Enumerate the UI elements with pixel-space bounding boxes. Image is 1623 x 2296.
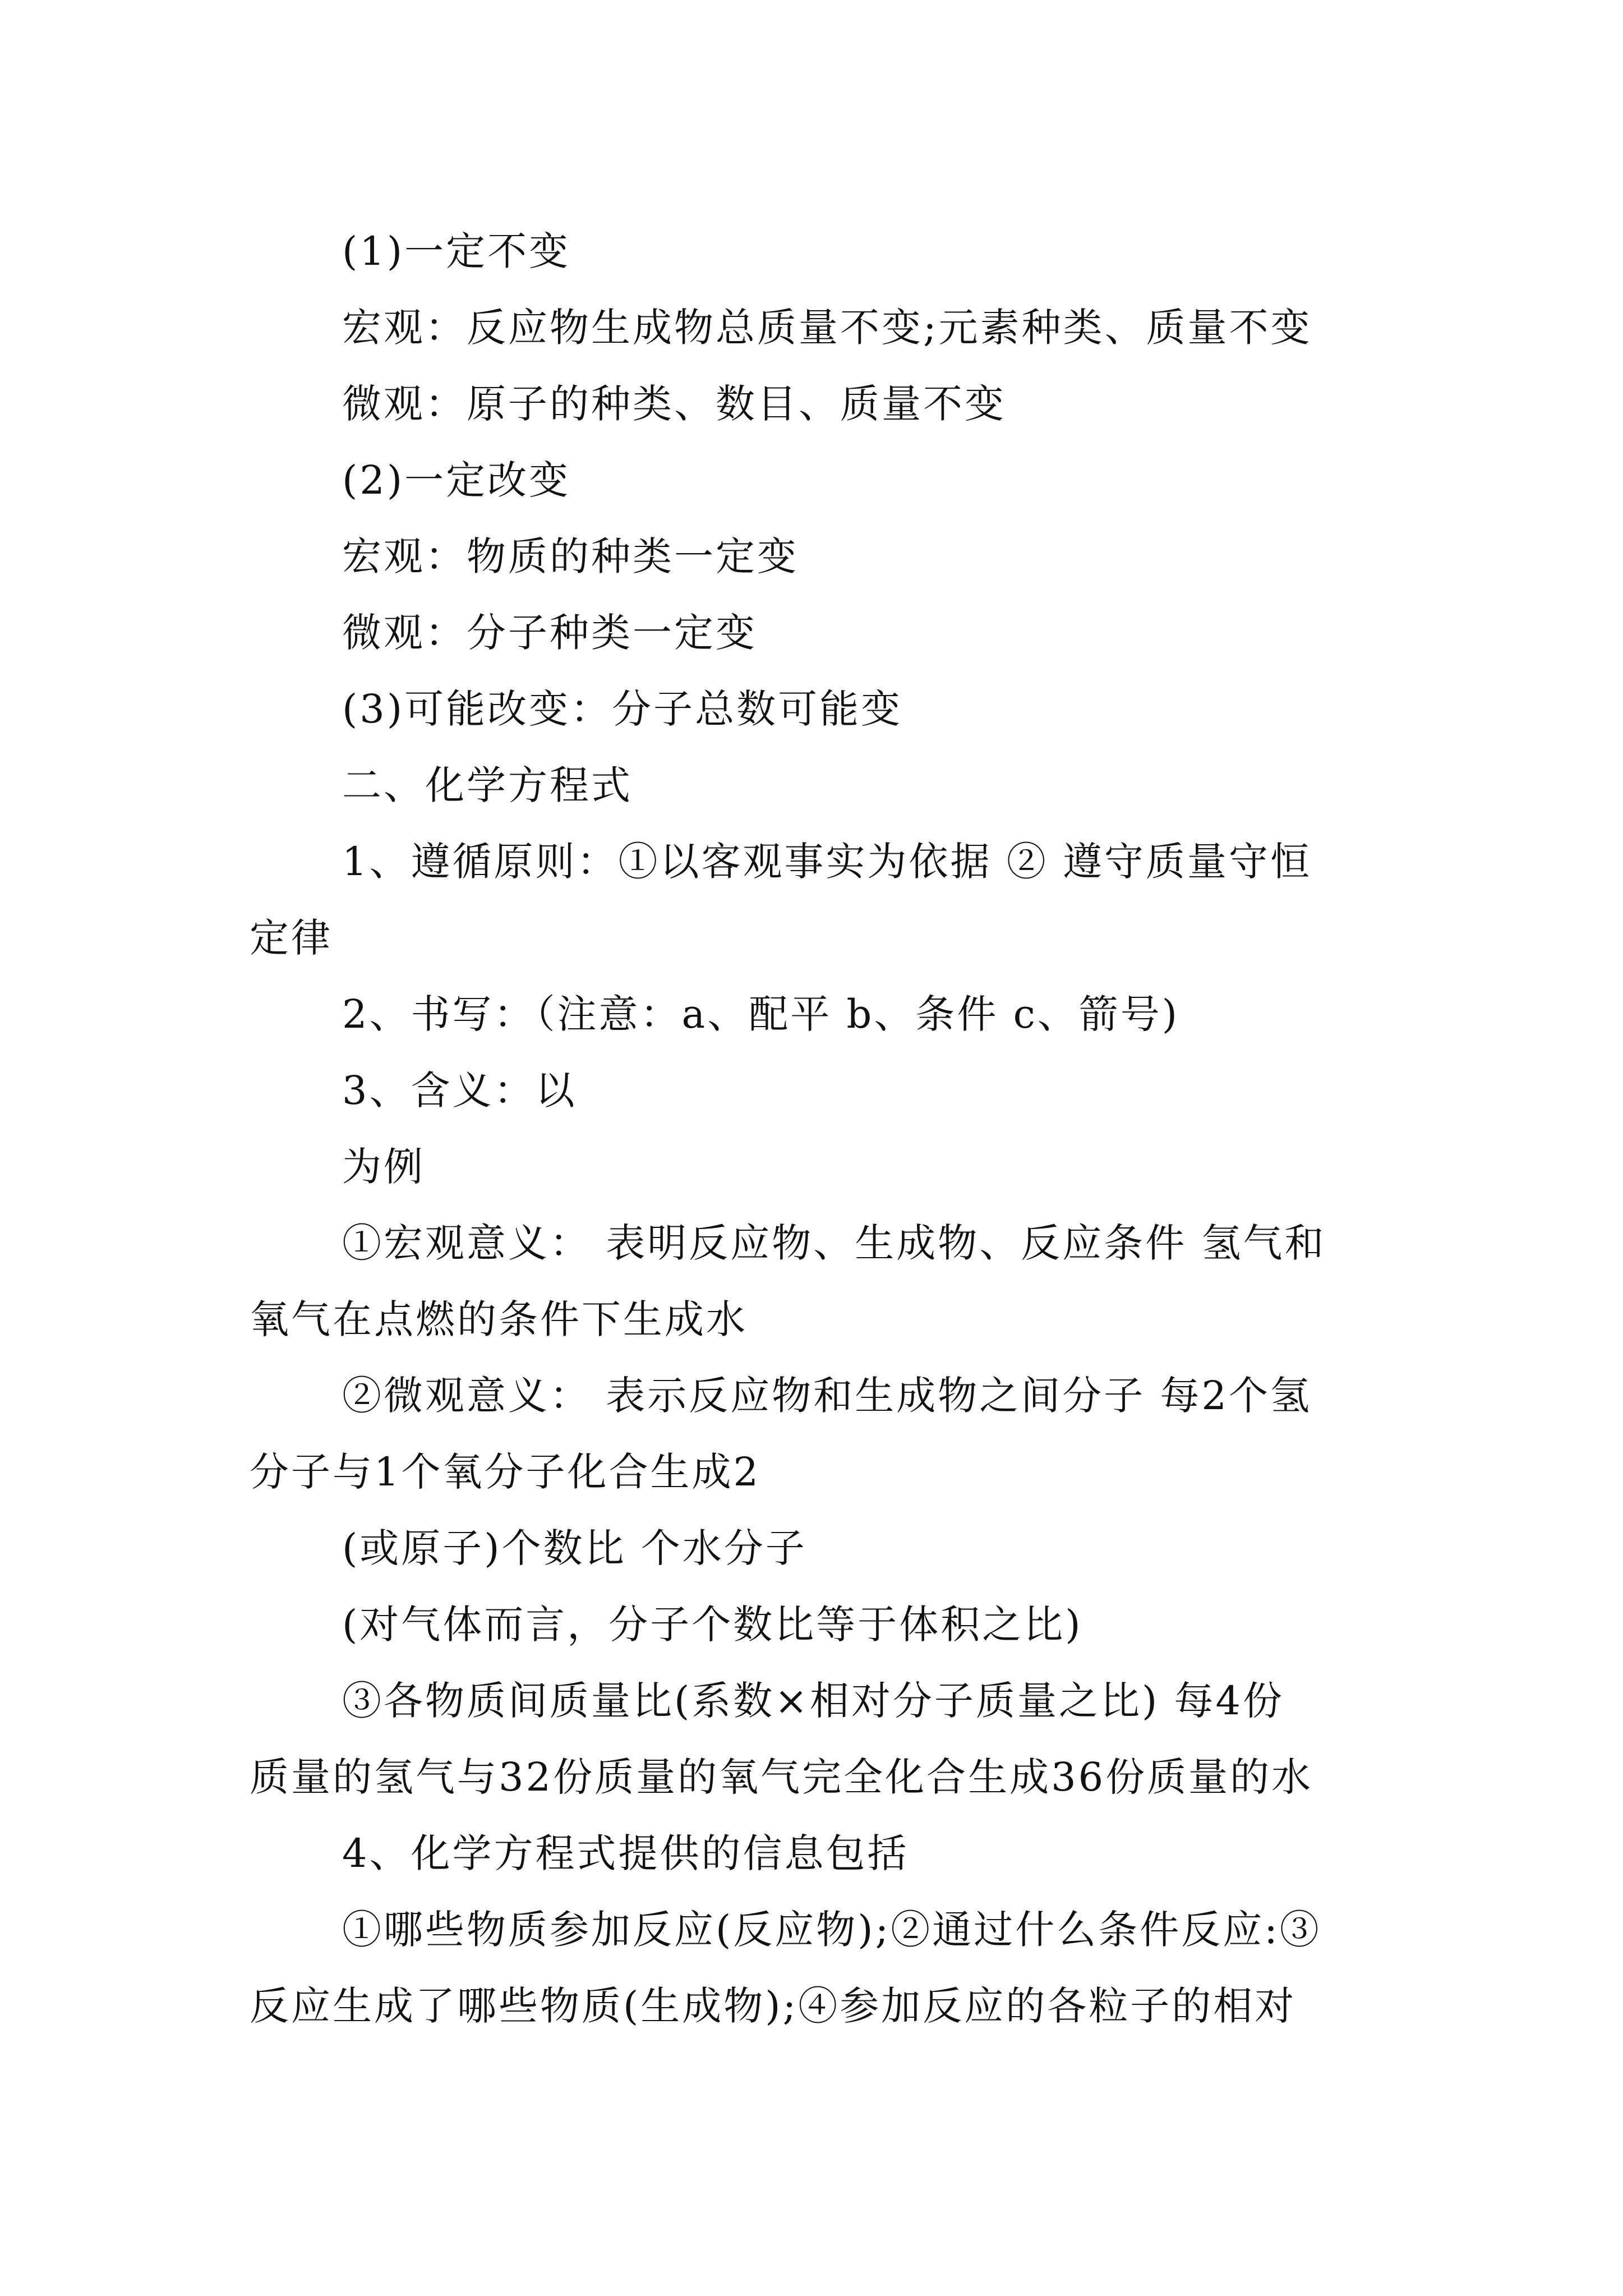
text-line: (对气体而言，分子个数比等于体积之比) — [342, 1602, 1083, 1648]
text-line: 定律 — [250, 915, 333, 961]
text-line: 分子与1个氧分子化合生成2 — [250, 1449, 761, 1495]
text-line: 4、化学方程式提供的信息包括 — [342, 1830, 909, 1876]
document-body — [250, 213, 1388, 2044]
text-line: 微观：分子种类一定变 — [342, 610, 757, 656]
text-line: 微观：原子的种类、数目、质量不变 — [342, 381, 1006, 427]
text-line: (1)一定不变 — [342, 228, 571, 274]
text-line: ①哪些物质参加反应(反应物);②通过什么条件反应:③ — [342, 1907, 1321, 1953]
text-line: 3、含义：以 — [342, 1068, 577, 1114]
section-heading: 二、化学方程式 — [342, 762, 633, 808]
text-line: (或原子)个数比 个水分子 — [342, 1525, 807, 1571]
text-line: 为例 — [342, 1144, 425, 1190]
text-line: 1、遵循原则：①以客观事实为依据 ② 遵守质量守恒 — [342, 839, 1312, 885]
text-line: (2)一定改变 — [342, 457, 571, 503]
text-line: 宏观：物质的种类一定变 — [342, 533, 799, 579]
text-line: 宏观：反应物生成物总质量不变;元素种类、质量不变 — [342, 305, 1312, 351]
text-line: 反应生成了哪些物质(生成物);④参加反应的各粒子的相对 — [250, 1983, 1297, 2029]
text-line: 2、书写：（注意：a、配平 b、条件 c、箭号) — [342, 991, 1180, 1037]
text-line: ③各物质间质量比(系数×相对分子质量之比) 每4份 — [342, 1678, 1285, 1724]
text-line: (3)可能改变：分子总数可能变 — [342, 686, 903, 732]
text-line: 氧气在点燃的条件下生成水 — [250, 1296, 748, 1342]
text-line: ②微观意义： 表示反应物和生成物之间分子 每2个氢 — [342, 1373, 1312, 1419]
text-line: 质量的氢气与32份质量的氧气完全化合生成36份质量的水 — [250, 1754, 1313, 1800]
text-line: ①宏观意义： 表明反应物、生成物、反应条件 氢气和 — [342, 1220, 1326, 1266]
